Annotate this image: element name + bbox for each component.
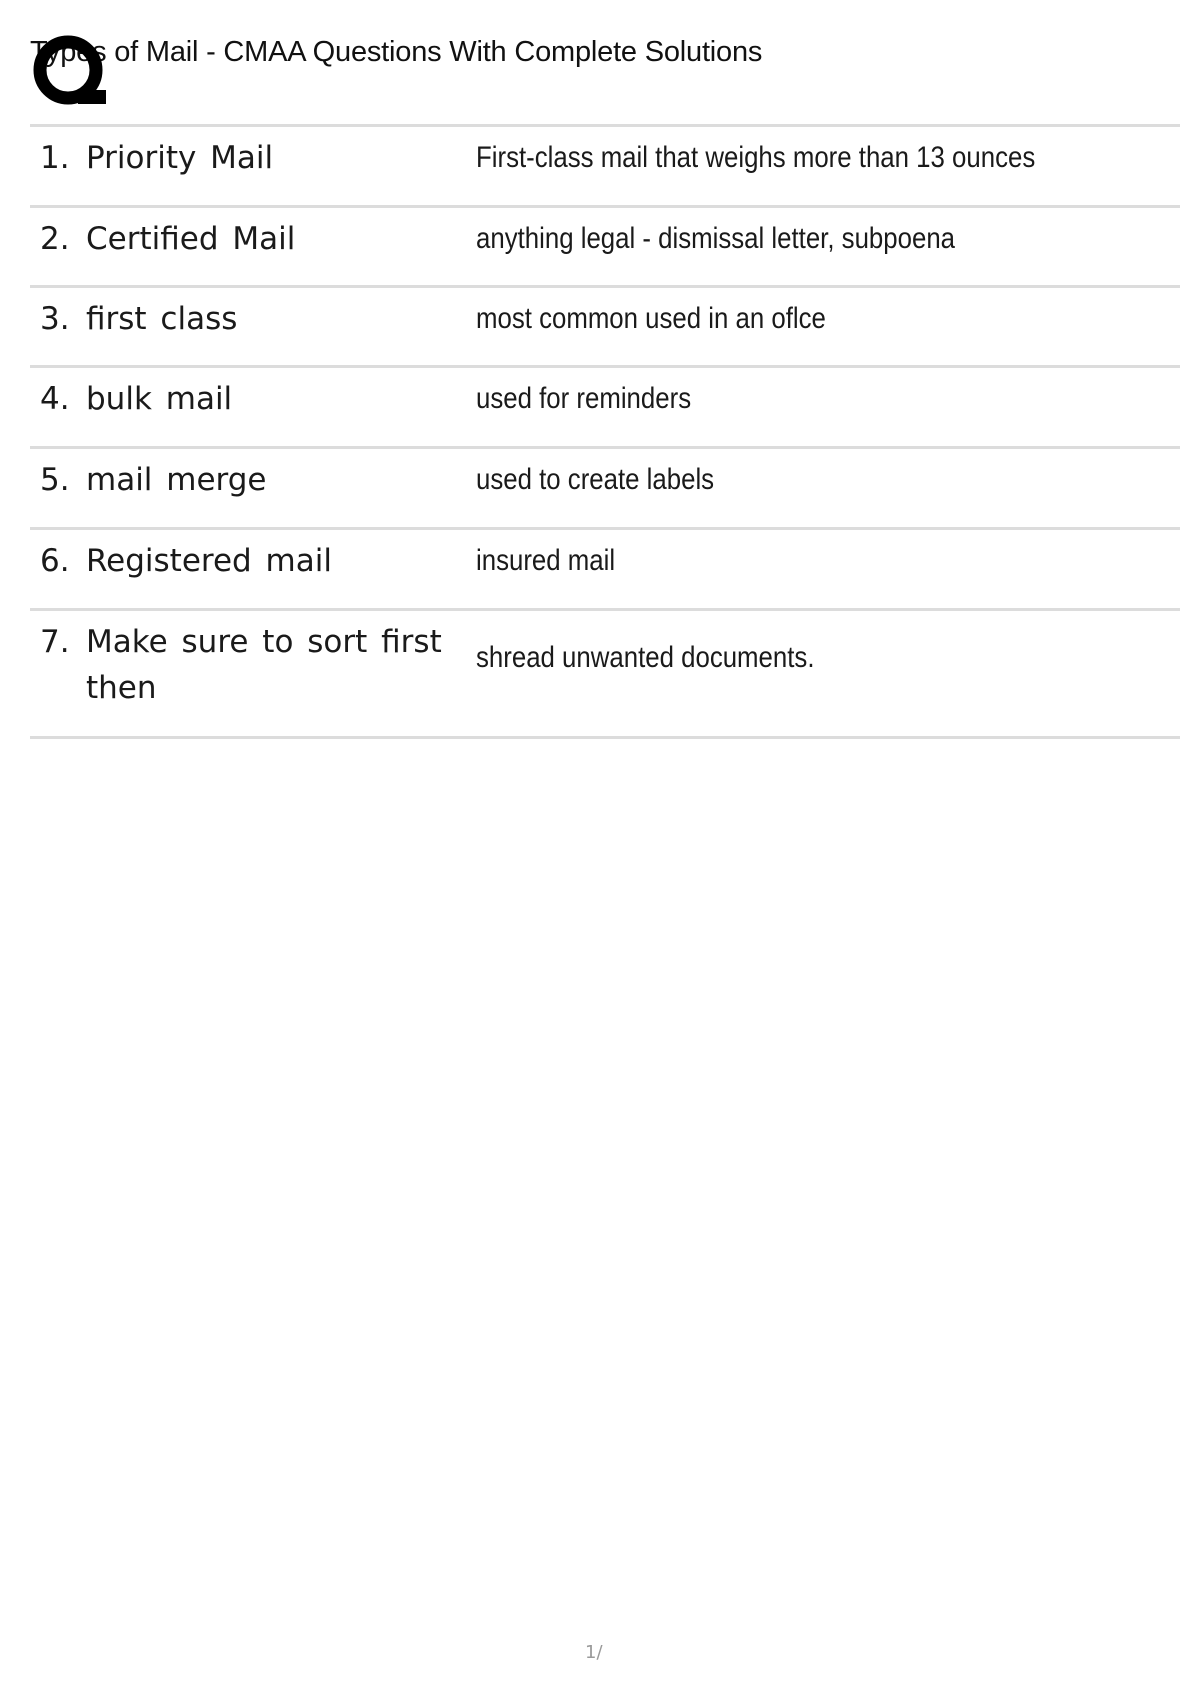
list-item [30,208,1180,288]
list-item [30,611,1180,739]
item-definition: most common used in an oflce [476,302,826,335]
q-logo-icon [30,32,112,114]
item-definition: shread unwanted documents. [476,641,815,674]
item-number: 4. [40,381,70,417]
item-term: first class [86,301,238,337]
list-item [30,449,1180,530]
item-number: 2. [40,221,70,257]
list-item [30,368,1180,449]
list-item [30,530,1180,611]
item-number: 6. [40,543,70,579]
item-number: 1. [40,140,70,176]
item-term: Certified Mail [86,221,296,257]
item-definition: First-class mail that weighs more than 13 ounces [476,141,1036,174]
page-number: 1/ [585,1642,603,1663]
item-term: Registered mail [86,543,332,579]
item-number: 7. [40,624,70,660]
item-term: bulk mail [86,381,233,417]
list-item [30,288,1180,368]
item-term: Priority Mail [86,140,274,176]
item-definition: insured mail [476,544,616,577]
question-answer-list [30,124,1180,739]
item-number: 3. [40,301,70,337]
item-definition: used to create labels [476,463,715,496]
document-title: Types of Mail - CMAA Questions With Complete Solutions [30,36,763,68]
item-term: mail merge [86,462,267,498]
item-number: 5. [40,462,70,498]
item-definition: anything legal - dismissal letter, subpoena [476,222,956,255]
page-header [30,28,1130,128]
item-definition: used for reminders [476,382,692,415]
item-term: Make sure to sort first then [86,624,442,706]
list-item [30,127,1180,208]
